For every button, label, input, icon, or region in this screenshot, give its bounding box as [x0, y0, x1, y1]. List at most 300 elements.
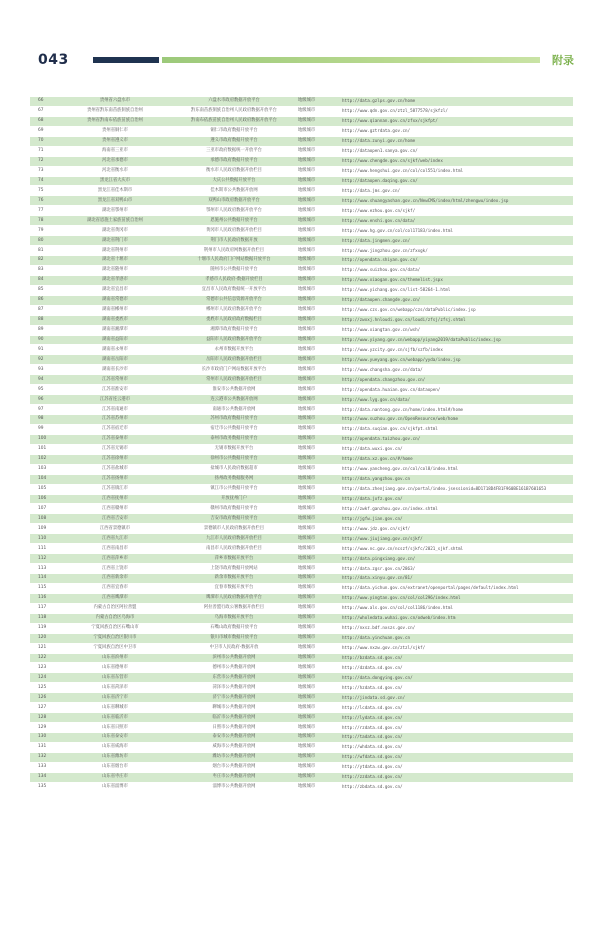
table-row — [30, 544, 573, 554]
level-cell: 地级城市 — [296, 653, 340, 663]
level-cell: 地级城市 — [296, 246, 340, 256]
region-cell: 江苏省盐城市 — [58, 464, 172, 474]
url-cell[interactable]: http://data.suqian.gov.cn/sjkfpt.shtml — [340, 424, 573, 434]
level-cell: 地级城市 — [296, 574, 340, 584]
platform-name-cell: 吉安市政府数据开放平台 — [172, 514, 296, 524]
url-cell[interactable]: http://www.nc.gov.cn/ncszf/sjkfc/2021_sjkf.shtml — [340, 544, 573, 554]
table-row — [30, 504, 573, 514]
region-cell: 江苏省苏州市 — [58, 415, 172, 425]
row-number: 73 — [30, 166, 58, 176]
platform-name-cell: 三亚市政府数据统一开放平台 — [172, 146, 296, 156]
row-number: 100 — [30, 434, 58, 444]
url-cell[interactable]: http://zzdata.sd.gov.cn/ — [340, 772, 573, 782]
row-number: 86 — [30, 295, 58, 305]
table-row — [30, 275, 573, 285]
url-cell[interactable]: http://www.jdz.gov.cn/sjkf/ — [340, 524, 573, 534]
region-cell: 江西省九江市 — [58, 534, 172, 544]
url-cell[interactable]: http://www.yueyang.gov.cn/webapp/yyda/index.jsp — [340, 355, 573, 365]
table-row — [30, 484, 573, 494]
row-number: 110 — [30, 534, 58, 544]
table-row — [30, 176, 573, 186]
region-cell: 湖南省永州市 — [58, 345, 172, 355]
row-number: 80 — [30, 236, 58, 246]
url-cell[interactable]: http://wfdata.sd.gov.cn/ — [340, 752, 573, 762]
table-row — [30, 534, 573, 544]
url-cell[interactable]: http://www.yzcity.gov.cn/sjfb/szfb/index — [340, 345, 573, 355]
url-cell[interactable]: http://www.ezhou.gov.cn/sjkf/ — [340, 206, 573, 216]
url-cell[interactable]: http://data.wuxi.gov.cn/ — [340, 444, 573, 454]
row-number: 128 — [30, 713, 58, 723]
url-cell[interactable]: http://www.hg.gov.cn/col/col17183/index.html — [340, 226, 573, 236]
platform-name-cell: 无锡市数据开放平台 — [172, 444, 296, 454]
url-cell[interactable]: http://www.yiyang.gov.cn/webapp/yiyang2019/dataPublic/index.jsp — [340, 335, 573, 345]
table-row — [30, 574, 573, 584]
table-row — [30, 305, 573, 315]
level-cell: 地级城市 — [296, 166, 340, 176]
table-row — [30, 434, 573, 444]
url-cell[interactable]: http://dzdata.sd.gov.cn/ — [340, 663, 573, 673]
level-cell: 地级城市 — [296, 305, 340, 315]
url-cell[interactable]: http://wholedata.wuhai.gov.cn/odweb/index.htm — [340, 613, 573, 623]
url-cell[interactable]: http://data.jxfz.gov.cn/ — [340, 494, 573, 504]
row-number: 130 — [30, 733, 58, 743]
region-cell: 湖南省娄底市 — [58, 315, 172, 325]
table-row — [30, 693, 573, 703]
level-cell: 地级城市 — [296, 415, 340, 425]
region-cell: 湖北省黄冈市 — [58, 226, 172, 236]
level-cell: 地级城市 — [296, 623, 340, 633]
row-number: 107 — [30, 504, 58, 514]
region-cell: 山东省威海市 — [58, 742, 172, 752]
url-cell[interactable]: http://lcdata.sd.gov.cn/ — [340, 703, 573, 713]
row-number: 67 — [30, 106, 58, 116]
region-cell: 湖南省岳阳市 — [58, 355, 172, 365]
row-number: 92 — [30, 355, 58, 365]
level-cell: 地级城市 — [296, 216, 340, 226]
level-cell: 地级城市 — [296, 116, 340, 126]
url-cell[interactable]: http://whdata.sd.gov.cn/ — [340, 742, 573, 752]
row-number: 118 — [30, 613, 58, 623]
region-cell: 江西省赣州市 — [58, 504, 172, 514]
row-number: 119 — [30, 623, 58, 633]
platform-name-cell: 永州市数据开放平台 — [172, 345, 296, 355]
region-cell: 山东省枣庄市 — [58, 772, 172, 782]
region-cell: 湖北省孝感市 — [58, 275, 172, 285]
table-row — [30, 166, 573, 176]
level-cell: 地级城市 — [296, 295, 340, 305]
region-cell: 江苏省无锡市 — [58, 444, 172, 454]
table-row — [30, 325, 573, 335]
data-table-wrapper — [30, 97, 573, 793]
url-cell[interactable]: http://data.dongying.gov.cn/ — [340, 673, 573, 683]
url-cell[interactable]: http://www.yancheng.gov.cn/col/col8/index.html — [340, 464, 573, 474]
region-cell: 山东省聊城市 — [58, 703, 172, 713]
row-number: 134 — [30, 772, 58, 782]
url-cell[interactable]: http://opendata.taizhou.gov.cn/ — [340, 434, 573, 444]
table-row — [30, 713, 573, 723]
row-number: 114 — [30, 574, 58, 584]
table-row — [30, 186, 573, 196]
row-number: 124 — [30, 673, 58, 683]
table-row — [30, 464, 573, 474]
region-cell: 宁夏回族自治区石嘴山市 — [58, 623, 172, 633]
table-row — [30, 752, 573, 762]
table-row — [30, 782, 573, 792]
table-row — [30, 514, 573, 524]
region-cell: 湖南省长沙市 — [58, 365, 172, 375]
row-number: 94 — [30, 375, 58, 385]
level-cell: 地级城市 — [296, 176, 340, 186]
url-cell[interactable]: http://data.nantong.gov.cn/home/index.html#/home — [340, 405, 573, 415]
table-row — [30, 375, 573, 385]
row-number: 74 — [30, 176, 58, 186]
region-cell: 山东省临沂市 — [58, 713, 172, 723]
region-cell: 江西省南昌市 — [58, 544, 172, 554]
url-cell[interactable]: http://jgfw.jian.gov.cn/ — [340, 514, 573, 524]
region-cell: 湖北省随州市 — [58, 265, 172, 275]
level-cell: 地级城市 — [296, 583, 340, 593]
platform-name-cell: 黔南布依族苗族自治州人民政府数据开放平台 — [172, 116, 296, 126]
platform-name-cell: 扬州政务数据服务网 — [172, 474, 296, 484]
level-cell: 地级城市 — [296, 643, 340, 653]
platform-name-cell: 宜春市数据开放平台 — [172, 583, 296, 593]
table-row — [30, 583, 573, 593]
row-number: 99 — [30, 424, 58, 434]
platform-name-cell: 开放抚州门户 — [172, 494, 296, 504]
url-cell[interactable]: http://www.xiangtan.gov.cn/wsh/ — [340, 325, 573, 335]
platform-name-cell: 岳阳市人民政府数据开放栏目 — [172, 355, 296, 365]
region-cell: 江西省吉安市 — [58, 514, 172, 524]
level-cell: 地级城市 — [296, 782, 340, 792]
table-row — [30, 444, 573, 454]
platform-name-cell: 宿迁市公共数据开放平台 — [172, 424, 296, 434]
row-number: 127 — [30, 703, 58, 713]
url-cell[interactable]: http://data.jingmen.gov.cn/ — [340, 236, 573, 246]
url-cell[interactable]: http://www.hengshui.gov.cn/col/col551/index.html — [340, 166, 573, 176]
table-row — [30, 663, 573, 673]
region-cell: 江西省景德镇市 — [58, 524, 172, 534]
url-cell[interactable]: http://jindata.sd.gov.cn/ — [340, 693, 573, 703]
row-number: 68 — [30, 116, 58, 126]
url-cell[interactable]: http://www.nxzw.gov.cn/ztzl/sjkf/ — [340, 643, 573, 653]
table-row — [30, 564, 573, 574]
row-number: 121 — [30, 643, 58, 653]
table-row — [30, 97, 573, 106]
table-row — [30, 554, 573, 564]
platform-name-cell: 常州市人民政府数据开放栏目 — [172, 375, 296, 385]
level-cell: 地级城市 — [296, 236, 340, 246]
level-cell: 地级城市 — [296, 126, 340, 136]
url-cell[interactable]: http://www.shuangyashan.gov.cn/NewCMS/index/html/zhengwu/index.jsp — [340, 196, 573, 206]
table-body — [30, 97, 573, 792]
level-cell: 地级城市 — [296, 484, 340, 494]
row-number: 135 — [30, 782, 58, 792]
row-number: 125 — [30, 683, 58, 693]
url-cell[interactable]: http://www.changsha.gov.cn/data/ — [340, 365, 573, 375]
region-cell: 湖南省郴州市 — [58, 305, 172, 315]
url-cell[interactable]: http://opendata.changzhou.gov.cn/ — [340, 375, 573, 385]
region-cell: 湖南省常德市 — [58, 295, 172, 305]
row-number: 108 — [30, 514, 58, 524]
platform-name-cell: 孝感市人民政府-数据开放栏目 — [172, 275, 296, 285]
region-cell: 贵州省六盘水市 — [58, 97, 172, 106]
level-cell: 地级城市 — [296, 186, 340, 196]
platform-name-cell: 新余市数据开放平台 — [172, 574, 296, 584]
url-cell[interactable]: http://www.jingzhou.gov.cn/zfxxgk/ — [340, 246, 573, 256]
level-cell: 地级城市 — [296, 355, 340, 365]
url-cell[interactable]: http://zwxxj.hnloudi.gov.cn/loudi/zfsj/zfsj.shtml — [340, 315, 573, 325]
row-number: 129 — [30, 723, 58, 733]
row-number: 84 — [30, 275, 58, 285]
table-row — [30, 424, 573, 434]
region-cell: 内蒙古自治区乌海市 — [58, 613, 172, 623]
table-row — [30, 256, 573, 266]
region-cell: 黑龙江省大庆市 — [58, 176, 172, 186]
url-cell[interactable]: http://dataopen1.sanya.gov.cn/ — [340, 146, 573, 156]
url-cell[interactable]: http://data.xz.gov.cn/#/home — [340, 454, 573, 464]
url-cell[interactable]: http://www.suzhou.gov.cn/OpenResource/web/home — [340, 415, 573, 425]
url-cell[interactable]: http://bzdata.sd.gov.cn/ — [340, 653, 573, 663]
row-number: 104 — [30, 474, 58, 484]
url-cell[interactable]: http://data.yinchuan.gov.cn — [340, 633, 573, 643]
platform-name-cell: 南通市公共数据开放网 — [172, 405, 296, 415]
level-cell: 地级城市 — [296, 156, 340, 166]
table-row — [30, 762, 573, 772]
level-cell: 地级城市 — [296, 385, 340, 395]
url-cell[interactable]: http://data.zhenjiang.gov.cn/portal/index.jsessionid=8D1718D4FB1F960BE161B7601653 — [340, 484, 573, 494]
region-cell: 江苏省连云港市 — [58, 395, 172, 405]
url-cell[interactable]: http://nxsz.bdf.nxszs.gov.cn/ — [340, 623, 573, 633]
level-cell: 地级城市 — [296, 256, 340, 266]
region-cell: 湖北省荆门市 — [58, 236, 172, 246]
region-cell: 山东省日照市 — [58, 723, 172, 733]
table-row — [30, 246, 573, 256]
region-cell: 江西省宜春市 — [58, 583, 172, 593]
url-cell[interactable]: http://ytdata.sd.gov.cn/ — [340, 762, 573, 772]
region-cell: 贵州省铜仁市 — [58, 126, 172, 136]
level-cell: 地级城市 — [296, 723, 340, 733]
platform-name-cell: 烟台市公共数据开放网 — [172, 762, 296, 772]
region-cell: 山东省泰安市 — [58, 733, 172, 743]
url-cell[interactable]: http://www.qiannan.gov.cn/zfxx/sjkfpt/ — [340, 116, 573, 126]
row-number: 103 — [30, 464, 58, 474]
level-cell: 地级城市 — [296, 136, 340, 146]
region-cell: 黑龙江省双鸭山市 — [58, 196, 172, 206]
level-cell: 地级城市 — [296, 703, 340, 713]
table-row — [30, 405, 573, 415]
platform-name-cell: 聊城市公共数据开放网 — [172, 703, 296, 713]
row-number: 83 — [30, 265, 58, 275]
url-cell[interactable]: http://www.lyg.gov.cn/data/ — [340, 395, 573, 405]
level-cell: 地级城市 — [296, 434, 340, 444]
platform-name-cell: 泰安市公共数据开放网 — [172, 733, 296, 743]
url-cell[interactable]: http://tadata.sd.gov.cn/ — [340, 733, 573, 743]
table-row — [30, 226, 573, 236]
row-number: 106 — [30, 494, 58, 504]
region-cell: 贵州省遵义市 — [58, 136, 172, 146]
table-row — [30, 136, 573, 146]
region-cell: 湖北省恩施土家族苗族自治州 — [58, 216, 172, 226]
region-cell: 江苏省扬州市 — [58, 474, 172, 484]
platform-name-cell: 日照市公共数据开放网 — [172, 723, 296, 733]
table-row — [30, 355, 573, 365]
url-cell[interactable]: http://www.czs.gov.cn/webapp/czs/dataPublic/index.jsp — [340, 305, 573, 315]
level-cell: 地级城市 — [296, 613, 340, 623]
region-cell: 河北省承德市 — [58, 156, 172, 166]
platform-name-cell: 黔东南苗族侗族自治州人民政府数据开放平台 — [172, 106, 296, 116]
url-cell[interactable]: http://data.zunyi.gov.cn/home — [340, 136, 573, 146]
platform-name-cell: 淮安市公共数据开放网 — [172, 385, 296, 395]
header-bar-dark — [93, 57, 159, 63]
url-cell[interactable]: http://dataopen.daqing.gov.cn/ — [340, 176, 573, 186]
row-number: 116 — [30, 593, 58, 603]
url-cell[interactable]: http://lydata.sd.gov.cn/ — [340, 713, 573, 723]
table-row — [30, 156, 573, 166]
url-cell[interactable]: http://www.enshi.gov.cn/data/ — [340, 216, 573, 226]
url-cell[interactable]: http://www.qdn.gov.cn/ztzl_5877578/sjkfzl/ — [340, 106, 573, 116]
region-cell: 山东省济宁市 — [58, 693, 172, 703]
platform-name-cell: 荆门市人民政府数据开放 — [172, 236, 296, 246]
url-cell[interactable]: http://data.yangzhou.gov.cn — [340, 474, 573, 484]
url-cell[interactable]: http://www.jiujiang.gov.cn/sjkf/ — [340, 534, 573, 544]
row-number: 66 — [30, 97, 58, 106]
region-cell: 江苏省淮安市 — [58, 385, 172, 395]
platform-name-cell: 苏州市政府数据开放平台 — [172, 415, 296, 425]
platform-name-cell: 随州市公共数据开放平台 — [172, 265, 296, 275]
row-number: 113 — [30, 564, 58, 574]
table-row — [30, 742, 573, 752]
platform-name-cell: 东营市公共数据开放网 — [172, 673, 296, 683]
table-row — [30, 524, 573, 534]
table-row — [30, 295, 573, 305]
level-cell: 地级城市 — [296, 405, 340, 415]
open-data-platform-table — [30, 97, 573, 793]
region-cell: 湖北省十堰市 — [58, 256, 172, 266]
region-cell: 湖北省宜昌市 — [58, 285, 172, 295]
url-cell[interactable]: http://opendata.shiyan.gov.cn/ — [340, 256, 573, 266]
url-cell[interactable]: http://hzdata.sd.gov.cn/ — [340, 683, 573, 693]
level-cell: 地级城市 — [296, 504, 340, 514]
row-number: 70 — [30, 136, 58, 146]
row-number: 87 — [30, 305, 58, 315]
url-cell[interactable]: http://www.yingtan.gov.cn/col/col296/index.html — [340, 593, 573, 603]
platform-name-cell: 郴州市人民政府数据开放平台 — [172, 305, 296, 315]
url-cell[interactable]: http://dataopen.changde.gov.cn/ — [340, 295, 573, 305]
table-row — [30, 236, 573, 246]
level-cell: 地级城市 — [296, 444, 340, 454]
row-number: 123 — [30, 663, 58, 673]
region-cell: 山东省德州市 — [58, 663, 172, 673]
platform-name-cell: 银川市城市数据开放平台 — [172, 633, 296, 643]
level-cell: 地级城市 — [296, 474, 340, 484]
row-number: 77 — [30, 206, 58, 216]
platform-name-cell: 临沂市公共数据开放网 — [172, 713, 296, 723]
row-number: 101 — [30, 444, 58, 454]
url-cell[interactable]: http://data.jms.gov.cn/ — [340, 186, 573, 196]
table-row — [30, 196, 573, 206]
table-row — [30, 633, 573, 643]
platform-name-cell: 萍乡市数据开放平台 — [172, 554, 296, 564]
level-cell: 地级城市 — [296, 424, 340, 434]
row-number: 133 — [30, 762, 58, 772]
url-cell[interactable]: http://data.xinyu.gov.cn/81/ — [340, 574, 573, 584]
platform-name-cell: 淄博市公共数据开放网 — [172, 782, 296, 792]
url-cell[interactable]: http://zwkf.ganzhou.gov.cn/index.shtml — [340, 504, 573, 514]
header-bar-green — [162, 57, 540, 63]
level-cell: 地级城市 — [296, 673, 340, 683]
region-cell: 江苏省常州市 — [58, 375, 172, 385]
platform-name-cell: 景德镇市人民政府数据开放栏目 — [172, 524, 296, 534]
url-cell[interactable]: http://data.gzlps.gov.cn/home — [340, 97, 573, 106]
platform-name-cell: 枣庄市公共数据开放网 — [172, 772, 296, 782]
url-cell[interactable]: http://zbdata.sd.gov.cn/ — [340, 782, 573, 792]
region-cell: 海南省三亚市 — [58, 146, 172, 156]
platform-name-cell: 恩施州公共数据开放平台 — [172, 216, 296, 226]
platform-name-cell: 大庆公共数据开放平台 — [172, 176, 296, 186]
row-number: 102 — [30, 454, 58, 464]
platform-name-cell: 徐州市公共数据开放平台 — [172, 454, 296, 464]
table-row — [30, 772, 573, 782]
row-number: 93 — [30, 365, 58, 375]
table-row — [30, 216, 573, 226]
row-number: 90 — [30, 335, 58, 345]
level-cell: 地级城市 — [296, 733, 340, 743]
platform-name-cell: 中卫市人民政府-数据开放 — [172, 643, 296, 653]
url-cell[interactable]: http://data.pingxiang.gov.cn/ — [340, 554, 573, 564]
level-cell: 地级城市 — [296, 593, 340, 603]
url-cell[interactable]: http://www.suizhou.gov.cn/data/ — [340, 265, 573, 275]
row-number: 126 — [30, 693, 58, 703]
url-cell[interactable]: http://www.yichang.gov.cn/list-58264-1.html — [340, 285, 573, 295]
platform-name-cell: 上饶市政府数据开放网站 — [172, 564, 296, 574]
table-row — [30, 603, 573, 613]
url-cell[interactable]: http://rzdata.sd.gov.cn/ — [340, 723, 573, 733]
url-cell[interactable]: http://data.yichun.gov.cn/extranet/openportal/pages/default/index.html — [340, 583, 573, 593]
row-number: 71 — [30, 146, 58, 156]
level-cell: 地级城市 — [296, 772, 340, 782]
level-cell: 地级城市 — [296, 325, 340, 335]
region-cell: 江苏省镇江市 — [58, 484, 172, 494]
region-cell: 江苏省徐州市 — [58, 454, 172, 464]
url-cell[interactable]: http://www.gztrdata.gov.cn/ — [340, 126, 573, 136]
url-cell[interactable]: http://opendata.huaian.gov.cn/dataopen/ — [340, 385, 573, 395]
row-number: 91 — [30, 345, 58, 355]
table-row — [30, 673, 573, 683]
level-cell: 地级城市 — [296, 633, 340, 643]
url-cell[interactable]: http://www.xiaogan.gov.cn/themelist.jspx — [340, 275, 573, 285]
row-number: 95 — [30, 385, 58, 395]
row-number: 111 — [30, 544, 58, 554]
table-row — [30, 335, 573, 345]
url-cell[interactable]: http://www.chengde.gov.cn/sjkf/web/index — [340, 156, 573, 166]
level-cell: 地级城市 — [296, 742, 340, 752]
table-row — [30, 454, 573, 464]
region-cell: 江苏省泰州市 — [58, 434, 172, 444]
level-cell: 地级城市 — [296, 335, 340, 345]
region-cell: 江西省鹰潭市 — [58, 593, 172, 603]
region-cell: 山东省滨州市 — [58, 653, 172, 663]
url-cell[interactable]: http://data.zgsr.gov.cn/2863/ — [340, 564, 573, 574]
level-cell: 地级城市 — [296, 315, 340, 325]
level-cell: 地级城市 — [296, 206, 340, 216]
platform-name-cell: 泰州市政务数据开放平台 — [172, 434, 296, 444]
platform-name-cell: 黄冈市人民政府数据开放栏目 — [172, 226, 296, 236]
level-cell: 地级城市 — [296, 514, 340, 524]
table-row — [30, 653, 573, 663]
platform-name-cell: 佳木斯市公共数据开放网 — [172, 186, 296, 196]
table-row — [30, 474, 573, 484]
url-cell[interactable]: http://www.als.gov.cn/col/col1186/index.html — [340, 603, 573, 613]
